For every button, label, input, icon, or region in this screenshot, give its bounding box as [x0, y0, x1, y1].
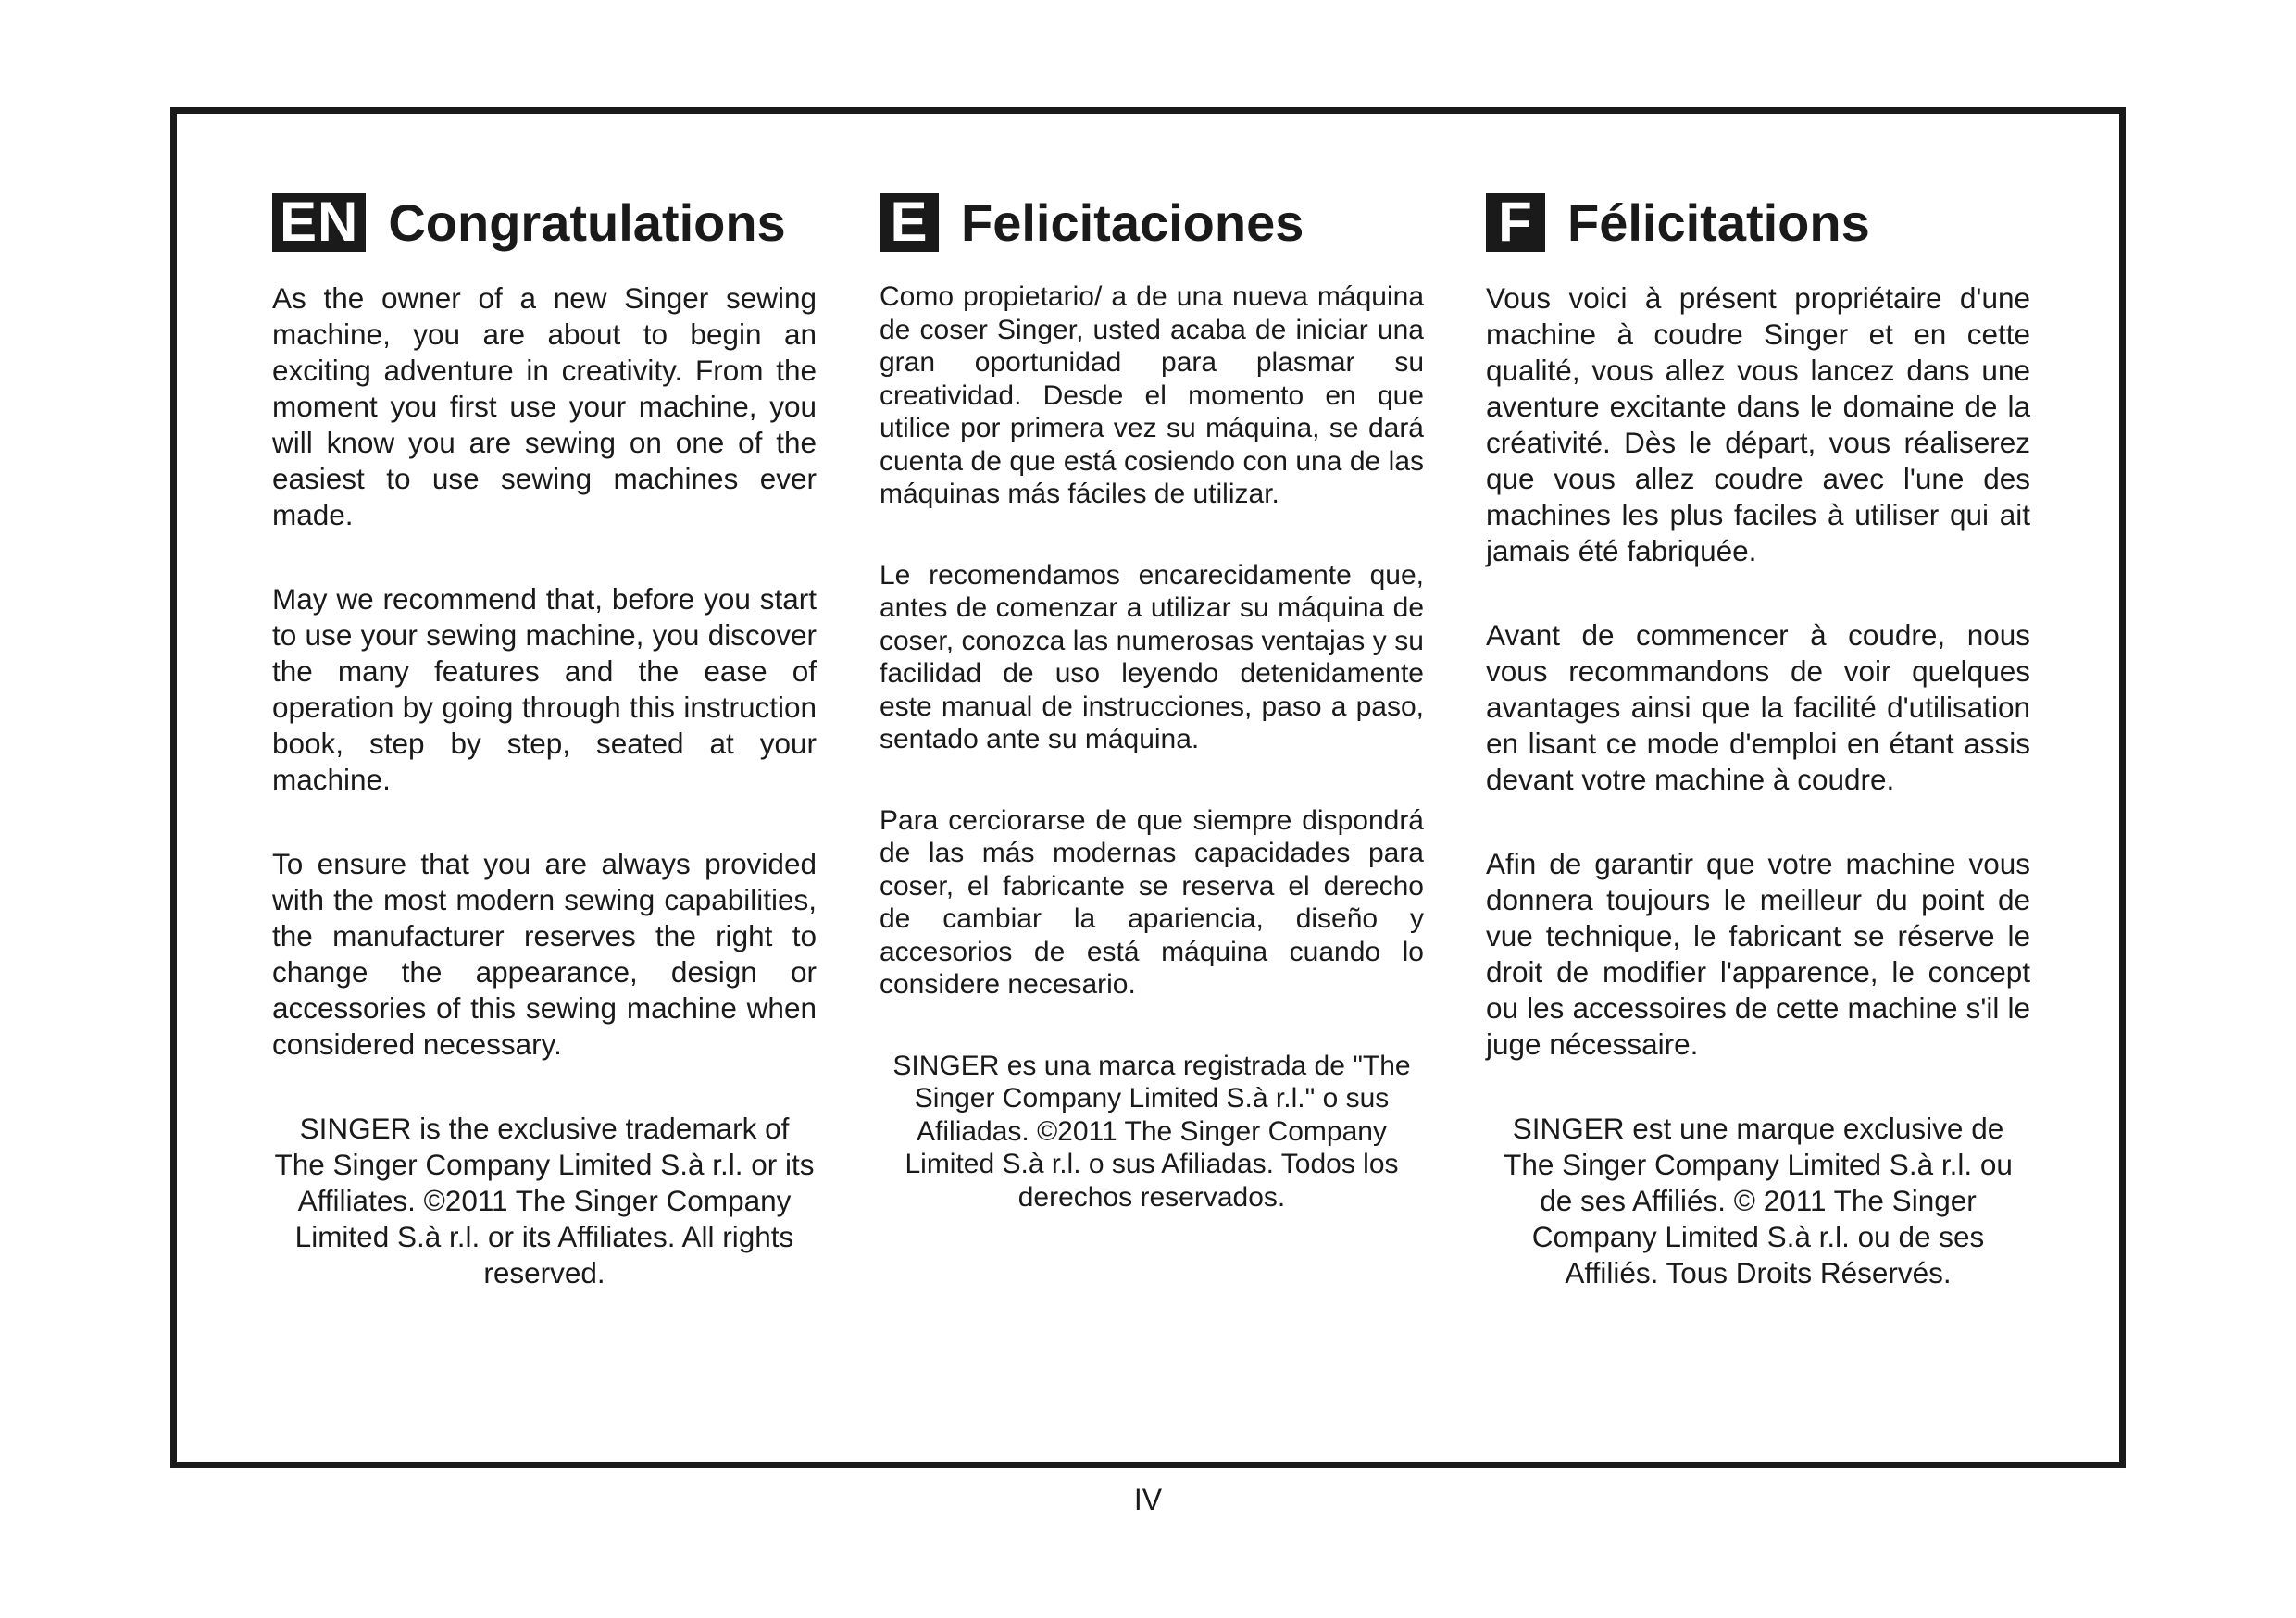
- trademark-notice-es: SINGER es una marca registrada de "The Singer Company Limited S.à r.l." o sus Afiliadas. ©2011 The Singer Company Limited S.à r.l. o sus Afiliadas. Todos los derechos reservados.: [892, 1050, 1411, 1213]
- paragraph-en-3: To ensure that you are always provided with the most modern sewing capabilities, the manufacturer reserves the right to change the appearance, design or accessories of this sewing machine when considered necessary.: [272, 847, 817, 1061]
- paragraph-fr-2: Avant de commencer à coudre, nous vous recommandons de voir quelques avantages ainsi que la facilité d'utilisation en lisant ce mode d'emploi en étant assis devant votre machine à coudre.: [1486, 618, 2030, 796]
- section-title-french: Félicitations: [1567, 193, 1870, 252]
- section-heading-english: [272, 190, 817, 255]
- section-heading-french: [1486, 190, 2030, 255]
- column-spanish: [880, 190, 1424, 1214]
- paragraph-es-3: Para cerciorarse de que siempre dispondrá de las más modernas capacidades para coser, el fabricante se reserva el derecho de cambiar la apariencia, diseño y accesorios de está máquina cuando lo considere necesario.: [880, 804, 1424, 1000]
- trademark-notice-en: SINGER is the exclusive trademark of The Singer Company Limited S.à r.l. or its Affiliates. ©2011 The Singer Company Limited S.à r.l. or its Affiliates. All rights reserved.: [274, 1112, 815, 1289]
- section-heading-spanish: [880, 190, 1424, 255]
- paragraph-es-2: Le recomendamos encarecidamente que, antes de comenzar a utilizar su máquina de coser, conozca las numerosas ventajas y su facilidad de uso leyendo detenidamente este manual de instrucciones, paso a paso, sentado ante su máquina.: [880, 559, 1424, 754]
- language-badge-es: E: [880, 193, 939, 252]
- page-number: IV: [1133, 1483, 1163, 1516]
- trademark-notice-fr: SINGER est une marque exclusive de The Singer Company Limited S.à r.l. ou de ses Affiliés. © 2011 The Singer Company Limited S.à r.l. ou de ses Affiliés. Tous Droits Réservés.: [1504, 1112, 2013, 1289]
- paragraph-en-1: As the owner of a new Singer sewing machine, you are about to begin an exciting adventure in creativity. From the moment you first use your machine, you will know you are sewing on one of the easiest to use sewing machines ever made.: [272, 281, 817, 531]
- paragraph-fr-1: Vous voici à présent propriétaire d'une machine à coudre Singer et en cette qualité, vous allez vous lancez dans une aventure excitante dans le domaine de la créativité. Dès le départ, vous réaliserez que vous allez coudre avec l'une des machines les plus faciles à utiliser qui ait jamais été fabriquée.: [1486, 281, 2030, 567]
- column-english: [272, 190, 817, 1291]
- column-french: [1486, 190, 2030, 1291]
- paragraph-fr-3: Afin de garantir que votre machine vous donnera toujours le meilleur du point de vue technique, le fabricant se réserve le droit de modifier l'apparence, le concept ou les accessoires de cette machine s'il le juge nécessaire.: [1486, 847, 2030, 1061]
- paragraph-es-1: Como propietario/ a de una nueva máquina de coser Singer, usted acaba de iniciar una gran oportunidad para plasmar su creatividad. Desde el momento en que utilice por primera vez su máquina, se dará cuenta de que está cosiendo con una de las máquinas más fáciles de utilizar.: [880, 281, 1424, 509]
- language-badge-fr: F: [1486, 193, 1545, 252]
- paragraph-en-2: May we recommend that, before you start to use your sewing machine, you discover the many features and the ease of operation by going through this instruction book, step by step, seated at your machine.: [272, 582, 817, 796]
- section-title-spanish: Felicitaciones: [961, 193, 1304, 252]
- section-title-english: Congratulations: [388, 193, 786, 252]
- language-badge-en: EN: [272, 193, 366, 252]
